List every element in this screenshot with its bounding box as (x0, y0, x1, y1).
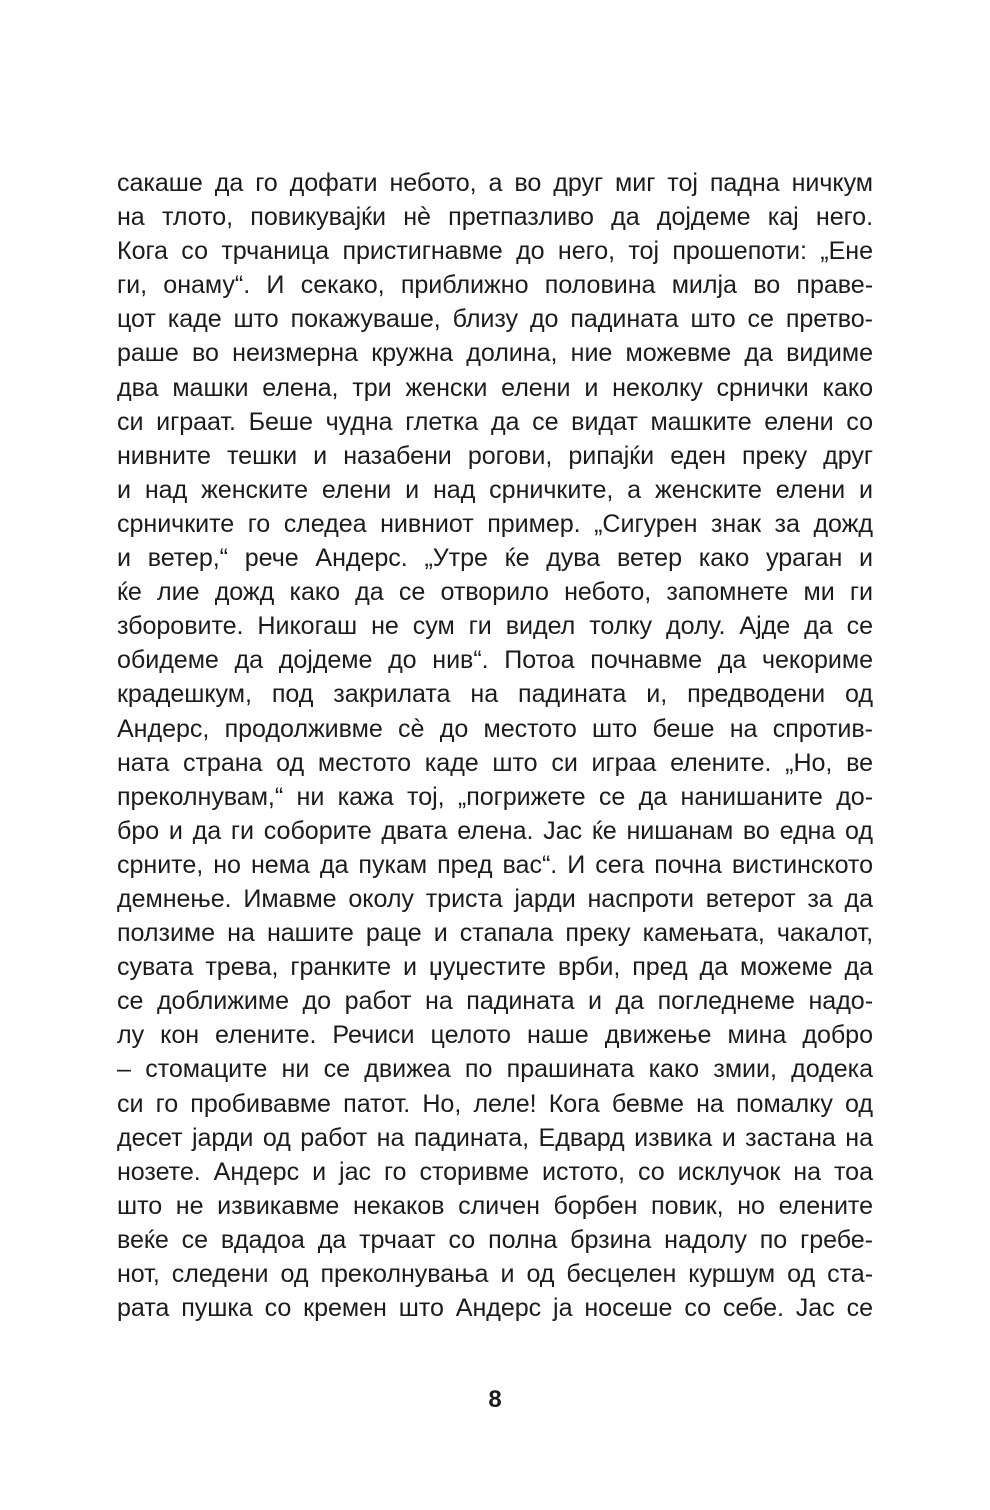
text-line: сувата трева, гранките и џуџестите врби, пред да можеме да (117, 953, 873, 982)
text-line: крадешкум, под закрилата на падината и, предводени од (117, 680, 873, 709)
text-line: Андерс, продолживме сè до местото што беше на спротив- (117, 714, 873, 743)
text-line: Кога со трчаница пристигнавме до него, тој прошепоти: „Ене (117, 237, 873, 266)
text-line: – стомаците ни се движеа по прашината како змии, додека (117, 1055, 873, 1084)
text-line: два машки елена, три женски елени и неколку срнички како (117, 373, 873, 402)
text-line: десет јарди од работ на падината, Едвард извика и застана на (117, 1123, 873, 1152)
text-line: ползиме на нашите раце и стапала преку камењата, чакалот, (117, 919, 873, 948)
text-line: срните, но нема да пукам пред вас“. И сега почна вистинското (117, 850, 873, 879)
text-line: сакаше да го дофати небото, а во друг миг тој падна ничкум (117, 169, 873, 197)
text-line: рата пушка со кремен што Андерс ја носеше со себе. Јас се (117, 1294, 873, 1323)
text-line: срничките го следеа нивниот пример. „Сигурен знак за дожд (117, 509, 873, 538)
text-line: веќе се вдадоа да трчаат со полна брзина надолу по гребе- (117, 1225, 873, 1254)
text-line: ната страна од местото каде што си играа елените. „Но, ве (117, 748, 873, 777)
text-line: и над женските елени и над срничките, а женските елени и (117, 475, 873, 504)
text-line: ги, онаму“. И секако, приближно половина милја во праве- (117, 271, 873, 300)
text-line: што не извикавме некаков сличен борбен повик, но елените (117, 1191, 873, 1220)
text-line: ќе лие дожд како да се отворило небото, запомнете ми ги (117, 578, 873, 607)
text-line: се доближиме до работ на падината и да погледнеме надо- (117, 987, 873, 1016)
paragraph-text (117, 166, 873, 1325)
page-number: 8 (488, 1386, 502, 1413)
text-line: си играат. Беше чудна глетка да се видат машките елени со (117, 407, 873, 436)
text-line: зборовите. Никогаш не сум ги видел толку долу. Ајде да се (117, 612, 873, 641)
text-line: цот каде што покажуваше, близу до падината што се претво- (117, 305, 873, 334)
text-line: си го пробивавме патот. Но, леле! Кога бевме на помалку од (117, 1089, 873, 1118)
text-line: обидеме да дојдеме до нив“. Потоа почнавме да чекориме (117, 646, 873, 675)
text-line: на тлото, повикувајќи нè претпазливо да дојдеме кај него. (117, 203, 873, 232)
body-text-block (117, 166, 873, 1325)
text-line: и ветер,“ рече Андерс. „Утре ќе дува ветер како ураган и (117, 544, 873, 573)
text-line: бро и да ги соборите двата елена. Јас ќе нишанам во една од (117, 816, 873, 845)
text-line: лу кон елените. Речиси целото наше движење мина добро (117, 1021, 873, 1050)
text-line: нозете. Андерс и јас го сторивме истото, со исклучок на тоа (117, 1157, 873, 1186)
text-line: раше во неизмерна кружна долина, ние можевме да видиме (117, 339, 873, 368)
text-line: нот, следени од преколнувања и од бесцелен куршум од ста- (117, 1260, 873, 1288)
text-line: преколнувам,“ ни кажа тој, „погрижете се да нанишаните до- (117, 782, 873, 811)
text-line: нивните тешки и назабени рогови, рипајќи еден преку друг (117, 441, 873, 470)
text-line: демнење. Имавме околу триста јарди наспроти ветерот за да (117, 884, 873, 913)
